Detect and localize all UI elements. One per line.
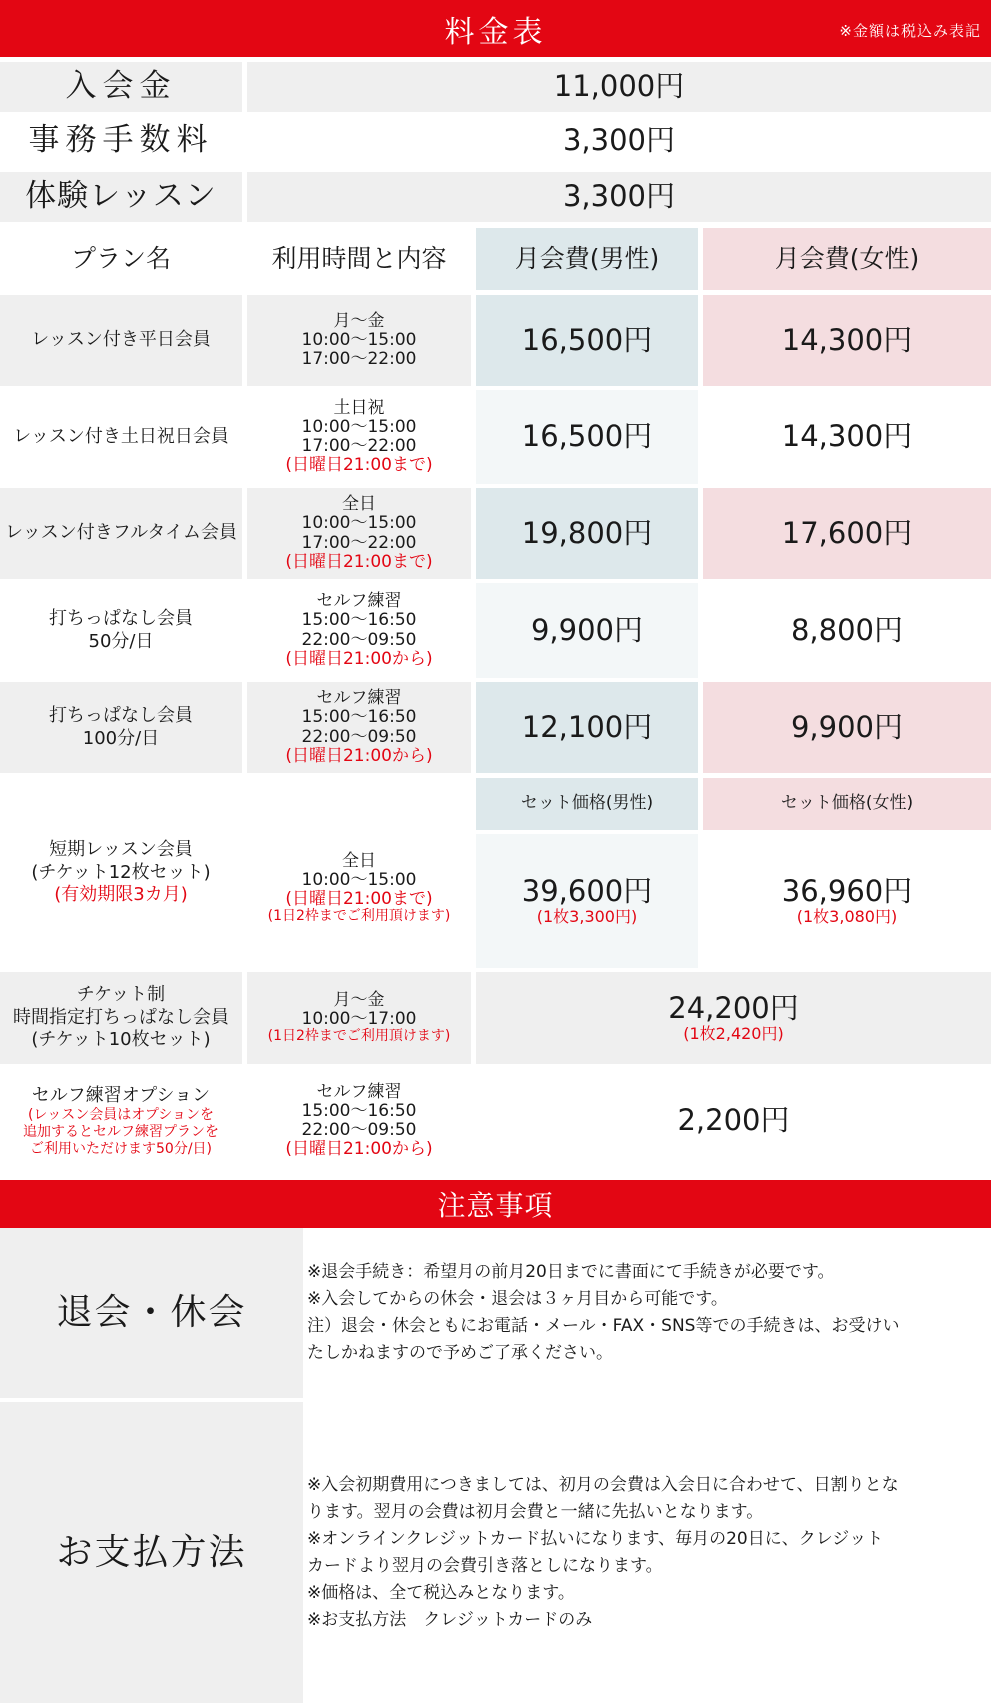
row5-time-note: (日曜日21:00から) <box>285 745 433 766</box>
short-term-male-price: 39,600円 <box>521 874 653 909</box>
short-term-male <box>476 834 698 968</box>
fee-value-trial: 3,300円 <box>247 172 991 222</box>
self-option-note-line2: 追加するとセルフ練習プランを <box>23 1123 219 1140</box>
row5-time-slot2: 22:00～09:50 <box>301 726 417 747</box>
notice-withdrawal-line1: ※退会手続き：希望月の前月20日までに書面にて手続きが必要です。 <box>307 1262 835 1282</box>
row4-plan-name: 打ちっぱなし会員 <box>49 608 193 629</box>
self-option-note-line3: ご利用いただけます50分/日) <box>30 1140 212 1157</box>
row4-time-days: セルフ練習 <box>316 591 402 612</box>
row2-time <box>247 390 471 484</box>
ticket-price: 24,200円 <box>668 991 799 1026</box>
row3-plan <box>0 488 242 579</box>
row4-time-slot1: 15:00～16:50 <box>301 610 417 631</box>
self-option-plan <box>0 1068 242 1174</box>
fee-label-office: 事務手数料 <box>0 116 242 166</box>
ticket-price-note: (1枚2,420円) <box>683 1024 784 1044</box>
notice-text-payment <box>303 1402 991 1703</box>
row3-male-price: 19,800円 <box>476 488 698 579</box>
header-time: 利用時間と内容 <box>247 228 471 290</box>
row5-male-price: 12,100円 <box>476 682 698 773</box>
notice-title: 注意事項 <box>437 1189 554 1222</box>
self-option-price: 2,200円 <box>476 1068 991 1174</box>
ticket-plan-type: チケット制 <box>76 984 166 1006</box>
notice-payment-line5: ※価格は、全て税込みとなります。 <box>307 1582 575 1603</box>
short-term-female-price: 36,960円 <box>781 874 913 909</box>
row2-time-slot2: 17:00～22:00 <box>301 436 417 456</box>
self-option-time-slot2: 22:00～09:50 <box>301 1120 417 1140</box>
row1-plan-name: レッスン付き平日会員 <box>31 329 211 351</box>
header-plan: プラン名 <box>0 228 242 290</box>
row1-time-days: 月～金 <box>333 310 385 331</box>
row5-plan-name: 打ちっぱなし会員 <box>49 705 193 726</box>
short-term-plan <box>0 778 242 968</box>
short-term-time-note2: (1日2枠までご利用頂けます) <box>267 907 451 924</box>
row2-female-price: 14,300円 <box>703 390 991 484</box>
row1-male-price: 16,500円 <box>476 295 698 386</box>
row4-time-slot2: 22:00～09:50 <box>301 629 417 650</box>
notice-label-payment: お支払方法 <box>0 1402 303 1703</box>
row3-time <box>247 488 471 579</box>
row3-time-slot1: 10:00～15:00 <box>301 513 417 534</box>
short-term-female <box>703 834 991 968</box>
row2-male-price: 16,500円 <box>476 390 698 484</box>
ticket-plan-set: (チケット10枚セット) <box>31 1029 211 1051</box>
row5-time-days: セルフ練習 <box>316 688 402 709</box>
notice-payment-line4: カードより翌月の会費引き落としになります。 <box>307 1555 663 1576</box>
notice-bar <box>0 1180 991 1228</box>
row5-time-slot1: 15:00～16:50 <box>301 707 417 728</box>
tax-note: ※金額は税込み表記 <box>839 22 981 40</box>
self-option-note-line1: (レッスン会員はオプションを <box>27 1107 215 1124</box>
row5-time <box>247 682 471 773</box>
row4-time-note: (日曜日21:00から) <box>285 648 433 669</box>
row2-time-note: (日曜日21:00まで) <box>285 455 433 476</box>
notice-label-withdrawal: 退会・休会 <box>0 1228 303 1398</box>
short-term-plan-name: 短期レッスン会員 <box>49 839 193 861</box>
row3-time-slot2: 17:00～22:00 <box>301 532 417 553</box>
row4-time <box>247 583 471 678</box>
row4-plan <box>0 583 242 678</box>
row3-female-price: 17,600円 <box>703 488 991 579</box>
fee-value-office: 3,300円 <box>247 116 991 166</box>
short-term-female-note: (1枚3,080円) <box>796 907 898 927</box>
row4-male-price: 9,900円 <box>476 583 698 678</box>
row1-female-price: 14,300円 <box>703 295 991 386</box>
self-option-time-type: セルフ練習 <box>316 1081 402 1102</box>
row5-female-price: 9,900円 <box>703 682 991 773</box>
row3-plan-name: レッスン付きフルタイム会員 <box>4 522 238 544</box>
notice-payment-line3: ※オンラインクレジットカード払いになります、毎月の20日に、クレジット <box>307 1528 884 1549</box>
set-header-female: セット価格(女性) <box>703 778 991 830</box>
notice-payment-line6: ※お支払方法 クレジットカードのみ <box>307 1609 593 1630</box>
short-term-time-days: 全日 <box>342 850 376 871</box>
row1-plan <box>0 295 242 386</box>
ticket-price-cell <box>476 972 991 1064</box>
fee-value-admission: 11,000円 <box>247 62 991 112</box>
notice-payment-line2: ります。翌月の会費は初月会費と一緒に先払いとなります。 <box>307 1501 764 1522</box>
ticket-time-slot: 10:00～17:00 <box>301 1009 417 1030</box>
ticket-plan <box>0 972 242 1064</box>
row1-time-slot2: 17:00～22:00 <box>301 349 417 370</box>
title-bar <box>0 0 991 57</box>
notice-withdrawal-line2: ※入会してからの休会・退会は３ヶ月目から可能です。 <box>307 1289 728 1309</box>
row3-time-note: (日曜日21:00まで) <box>285 551 433 572</box>
short-term-plan-note: (有効期限3カ月) <box>54 884 188 906</box>
row2-time-days: 土日祝 <box>333 397 385 418</box>
page-title: 料金表 <box>444 14 547 50</box>
notice-text-withdrawal <box>303 1228 991 1398</box>
short-term-plan-set: (チケット12枚セット) <box>31 861 211 883</box>
row1-time-slot1: 10:00～15:00 <box>301 329 417 350</box>
short-term-male-note: (1枚3,300円) <box>536 907 638 927</box>
header-female: 月会費(女性) <box>703 228 991 290</box>
self-option-time-slot1: 15:00～16:50 <box>301 1100 417 1121</box>
row4-plan-duration: 50分/日 <box>88 630 154 652</box>
row5-plan <box>0 682 242 773</box>
self-option-time-note: (日曜日21:00から) <box>285 1139 433 1160</box>
row2-plan <box>0 390 242 484</box>
self-option-time <box>247 1068 471 1174</box>
header-male: 月会費(男性) <box>476 228 698 290</box>
short-term-time <box>247 778 471 968</box>
notice-payment-line1: ※入会初期費用につきましては、初月の会費は入会日に合わせて、日割りとな <box>307 1474 899 1495</box>
short-term-time-note: (日曜日21:00まで) <box>285 888 433 909</box>
row2-plan-name: レッスン付き土日祝日会員 <box>13 425 229 447</box>
row3-time-days: 全日 <box>342 494 376 515</box>
notice-withdrawal-line3: 注）退会・休会ともにお電話・メール・FAX・SNS等での手続きは、お受けい <box>307 1316 900 1336</box>
row2-time-slot1: 10:00～15:00 <box>301 416 417 437</box>
fee-label-trial: 体験レッスン <box>0 172 242 222</box>
row4-female-price: 8,800円 <box>703 583 991 678</box>
notice-withdrawal-line4: たしかねますので予めご了承ください。 <box>307 1343 613 1363</box>
fee-label-admission: 入会金 <box>0 62 242 112</box>
ticket-plan-name: 時間指定打ちっぱなし会員 <box>13 1006 229 1028</box>
row1-time <box>247 295 471 386</box>
ticket-time-note: (1日2枠までご利用頂けます) <box>267 1028 451 1045</box>
self-option-plan-name: セルフ練習オプション <box>31 1084 211 1106</box>
ticket-time <box>247 972 471 1064</box>
row5-plan-duration: 100分/日 <box>82 727 160 749</box>
set-header-male: セット価格(男性) <box>476 778 698 830</box>
short-term-time-slot1: 10:00～15:00 <box>301 869 417 890</box>
ticket-time-days: 月～金 <box>333 990 385 1011</box>
